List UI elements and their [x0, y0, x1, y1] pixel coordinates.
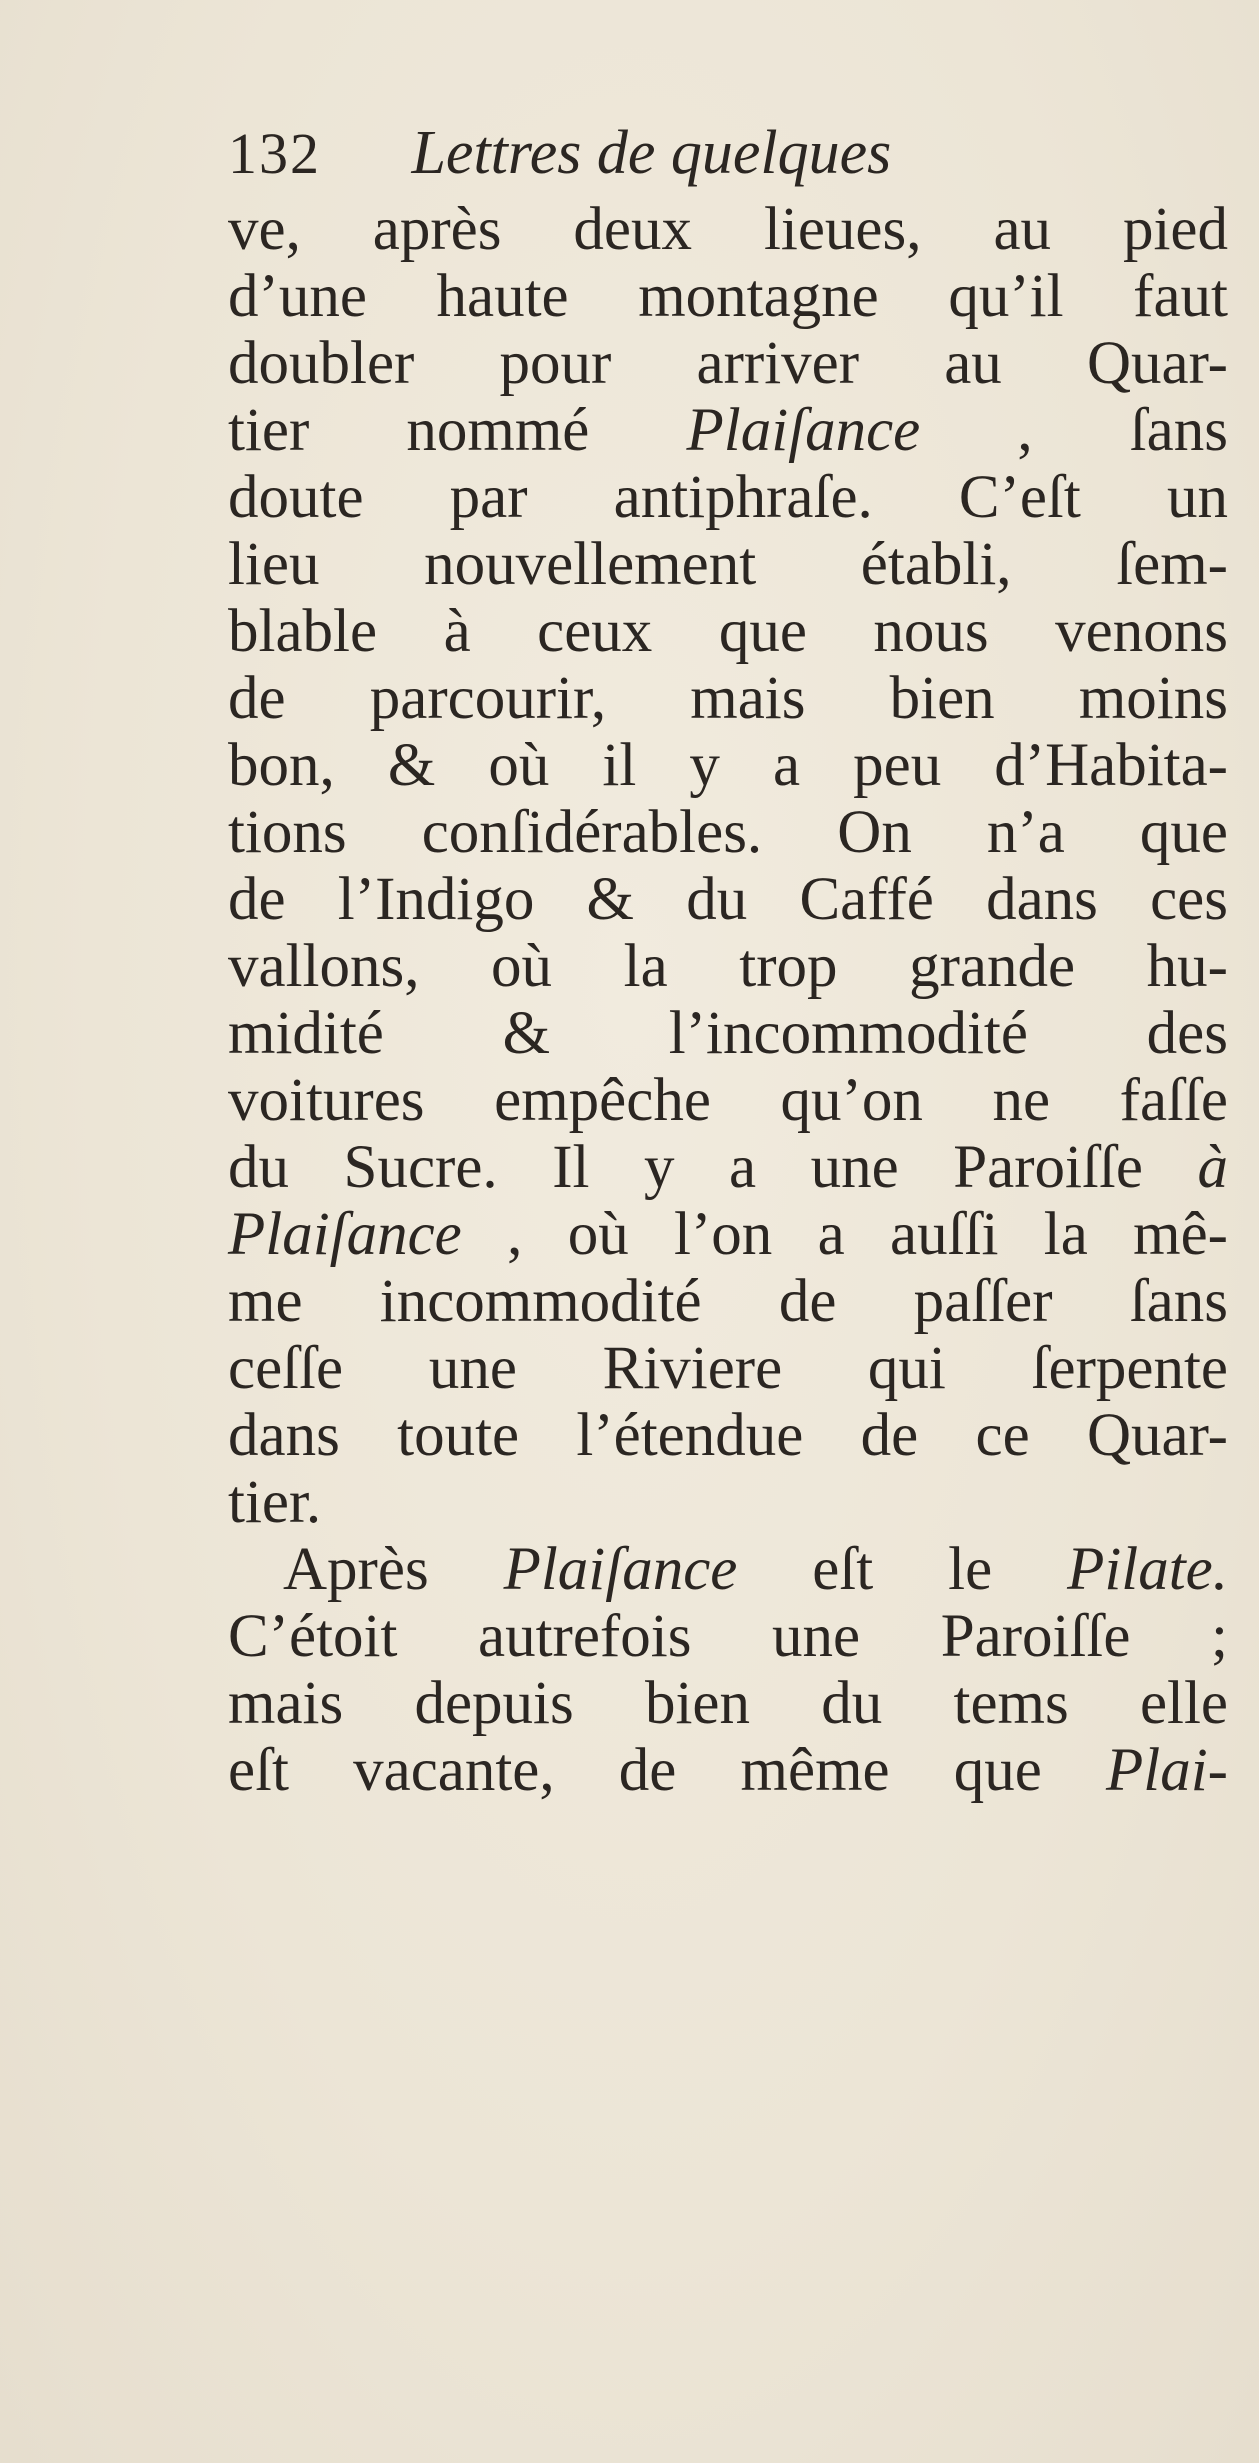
text-line: dans toute l’étendue de ce Quar- [228, 1402, 1228, 1469]
text-line: lieu nouvellement établi, ſem- [228, 531, 1228, 598]
text-line: doute par antiphraſe. C’eſt un [228, 464, 1228, 531]
italic-word: à [1197, 1134, 1228, 1201]
text-line: blable à ceux que nous venons [228, 598, 1228, 665]
text-line: bon, & où il y a peu d’Habita- [228, 732, 1228, 799]
italic-word: Pilate. [1067, 1536, 1228, 1603]
italic-word: Plaiſance [686, 397, 921, 464]
text-line: de parcourir, mais bien moins [228, 665, 1228, 732]
body-text [228, 196, 1248, 1804]
page-number: 132 [228, 121, 321, 186]
text-line: Plaiſance , où l’on a auſſi la mê- [228, 1201, 1228, 1268]
text-line: tier. [228, 1469, 322, 1536]
text-line: du Sucre. Il y a une Paroiſſe à [228, 1134, 1228, 1201]
text-line: voitures empêche qu’on ne faſſe [228, 1067, 1228, 1134]
text-line: vallons, où la trop grande hu- [228, 933, 1228, 1000]
running-title: Lettres de quelques [411, 119, 892, 187]
text-line: ve, après deux lieues, au pied [228, 196, 1228, 263]
italic-word: Plaiſance [228, 1201, 462, 1268]
text-line: d’une haute montagne qu’il faut [228, 263, 1228, 330]
text-line: Après Plaiſance eſt le Pilate. [283, 1536, 1228, 1603]
text-line: tier nommé Plaiſance , ſans [228, 397, 1228, 464]
text-line: me incommodité de paſſer ſans [228, 1268, 1228, 1335]
text-line: de l’Indigo & du Caffé dans ces [228, 866, 1228, 933]
text-line: C’étoit autrefois une Paroiſſe ; [228, 1603, 1228, 1670]
text-line: mais depuis bien du tems elle [228, 1670, 1228, 1737]
text-line: ceſſe une Riviere qui ſerpente [228, 1335, 1228, 1402]
italic-word: Plai- [1106, 1737, 1228, 1804]
text-line: eſt vacante, de même que Plai- [228, 1737, 1228, 1804]
italic-word: Plaiſance [503, 1536, 738, 1603]
text-line: midité & l’incommodité des [228, 1000, 1228, 1067]
running-head [228, 118, 891, 189]
text-line: doubler pour arriver au Quar- [228, 330, 1228, 397]
text-line: tions conſidérables. On n’a que [228, 799, 1228, 866]
